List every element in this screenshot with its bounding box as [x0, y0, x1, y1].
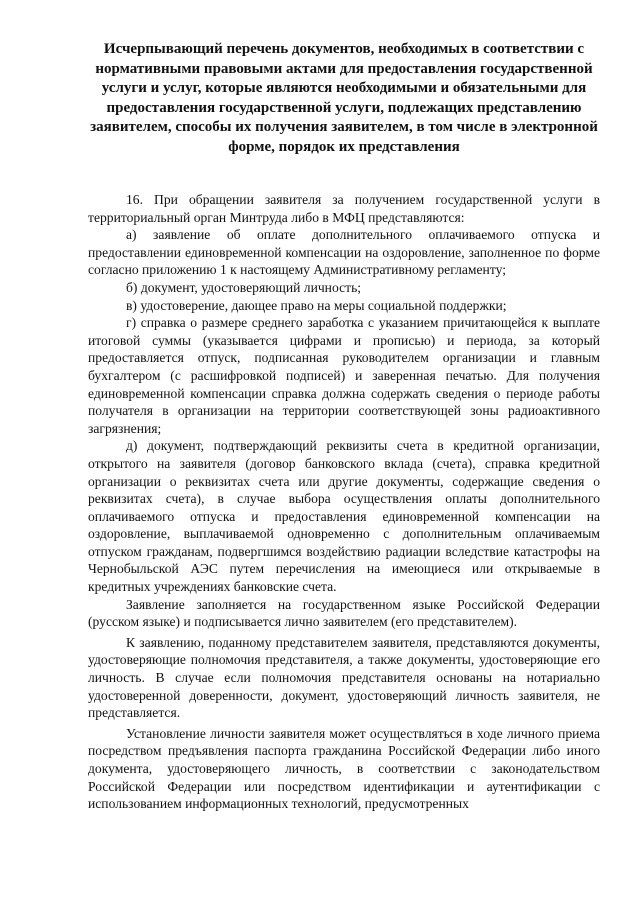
paragraph-application-language: Заявление заполняется на государственном языке Российской Федерации (русском языке) и подписывается лично заявителем (его представителем). [88, 596, 600, 630]
paragraph-16-intro: 16. При обращении заявителя за получением государственной услуги в территориальный орган Минтруда либо в МФЦ представляются: [88, 192, 600, 225]
list-item-v: в) удостоверение, дающее право на меры социальной поддержки; [126, 297, 507, 313]
list-item-g: г) справка о размере среднего заработка с указанием причитающейся к выплате итоговой суммы (указывается цифрами и прописью) и периода, за который предоставляется отпуск, подписанная руководителем организации и главным бухгалтером (с расшифровкой подписей) и заверенная печатью. Для получения единовременной компенсации справка должна содержать сведения о периоде работы получателя в организации на территории соответствующей зоны радиоактивного загрязнения; [88, 315, 600, 436]
document-page [88, 40, 600, 813]
list-item-b: б) документ, удостоверяющий личность; [126, 279, 362, 295]
paragraph-identity-verification: Установление личности заявителя может осуществляться в ходе личного приема посредством предъявления паспорта гражданина Российской Федерации либо иного документа, удостоверяющего личность, в соответствии с законодательством Российской Федерации или посредством идентификации и аутентификации с использованием информационных технологий, предусмотренных [88, 725, 600, 812]
paragraph-representative: К заявлению, поданному представителем заявителя, представляются документы, удостоверяющие полномочия представителя, а также документы, удостоверяющие его личность. В случае если полномочия представителя основаны на нотариально удостоверенной доверенности, документ, удостоверяющий личность заявителя, не представляется. [88, 634, 600, 721]
list-item-a: а) заявление об оплате дополнительного оплачиваемого отпуска и предоставлении единовременной компенсации на оздоровление, заполненное по форме согласно приложению 1 к настоящему Административному регламенту; [88, 227, 600, 278]
list-item-d: д) документ, подтверждающий реквизиты счета в кредитной организации, открытого на заявителя (договор банковского вклада (счета), справка кредитной организации о реквизитах счета или другие документы, содержащие сведения о реквизитах счета), в случае выбора осуществления оплаты дополнительного оплачиваемого отпуска и предоставления единовременной компенсации на оздоровление, выплачиваемой одновременно с дополнительным оплачиваемым отпуском гражданам, подвергшимся воздействию радиации вследствие катастрофы на Чернобыльской АЭС путем перечисления на имеющиеся или открываемые в кредитных учреждениях банковские счета. [88, 438, 600, 595]
section-title: Исчерпывающий перечень документов, необходимых в соответствии с нормативными правовыми актами для предоставления государственной услуги и услуг, которые являются необходимыми и обязательными для предоставления государственной услуги, подлежащих представлению заявителем, способы их получения заявителем, в том числе в электронной форме, порядок их представления [90, 41, 598, 155]
